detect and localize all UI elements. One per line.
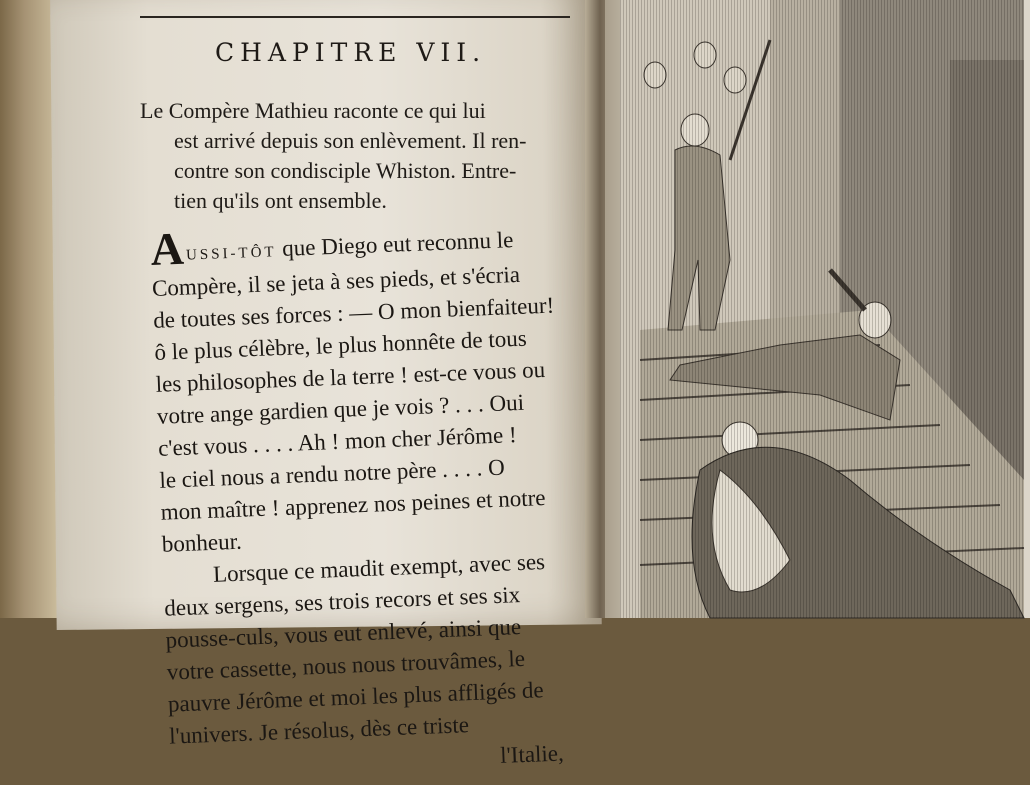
body-line: que Diego eut reconnu le [276, 227, 514, 262]
body-line: Lorsque ce maudit exempt, avec ses [212, 549, 546, 587]
summary-line: Le Compère Mathieu raconte ce qui lui [140, 98, 486, 123]
body-line: deux sergens, ses trois recors et ses six [163, 582, 521, 621]
body-line: les philosophes de la terre ! est-ce vous ou [155, 356, 546, 397]
body-line: c'est vous . . . . Ah ! mon cher Jérôme ! [157, 422, 518, 461]
header-rule [140, 16, 570, 18]
body-line: votre ange gardien que je vois ? . . . Oui [156, 389, 525, 429]
body-line: Compère, il se jeta à ses pieds, et s'écria [151, 261, 521, 301]
engraving-illustration [620, 0, 1024, 618]
chapter-summary [140, 96, 580, 216]
body-line: pousse-culs, vous eut enlevé, ainsi que [165, 614, 522, 653]
body-line: ô le plus célèbre, le plus honnête de tous [154, 325, 528, 365]
body-line: mon maître ! apprenez nos peines et notre [160, 485, 546, 525]
chapter-body [150, 218, 611, 784]
body-line: l'Italie, [499, 740, 565, 768]
body-line: votre cassette, nous nous trouvâmes, le [166, 645, 526, 685]
engraving-hatching [620, 0, 1024, 618]
body-line: de toutes ses forces : — O mon bienfaiteur! [152, 292, 555, 333]
body-line: pauvre Jérôme et moi les plus affligés de [167, 677, 545, 717]
drop-cap: A [149, 222, 185, 275]
summary-line: est arrivé depuis son enlèvement. Il ren- [174, 128, 527, 153]
summary-line: contre son condisciple Whiston. Entre- [174, 158, 517, 183]
summary-line: tien qu'ils ont ensemble. [174, 188, 387, 213]
body-line: le ciel nous a rendu notre père . . . . O [158, 454, 506, 493]
opening-smallcaps: USSI-TÔT [185, 244, 277, 264]
body-line: bonheur. [161, 528, 243, 557]
chapter-title: CHAPITRE VII. [215, 38, 487, 67]
body-line: l'univers. Je résolus, dès ce triste [168, 712, 470, 749]
